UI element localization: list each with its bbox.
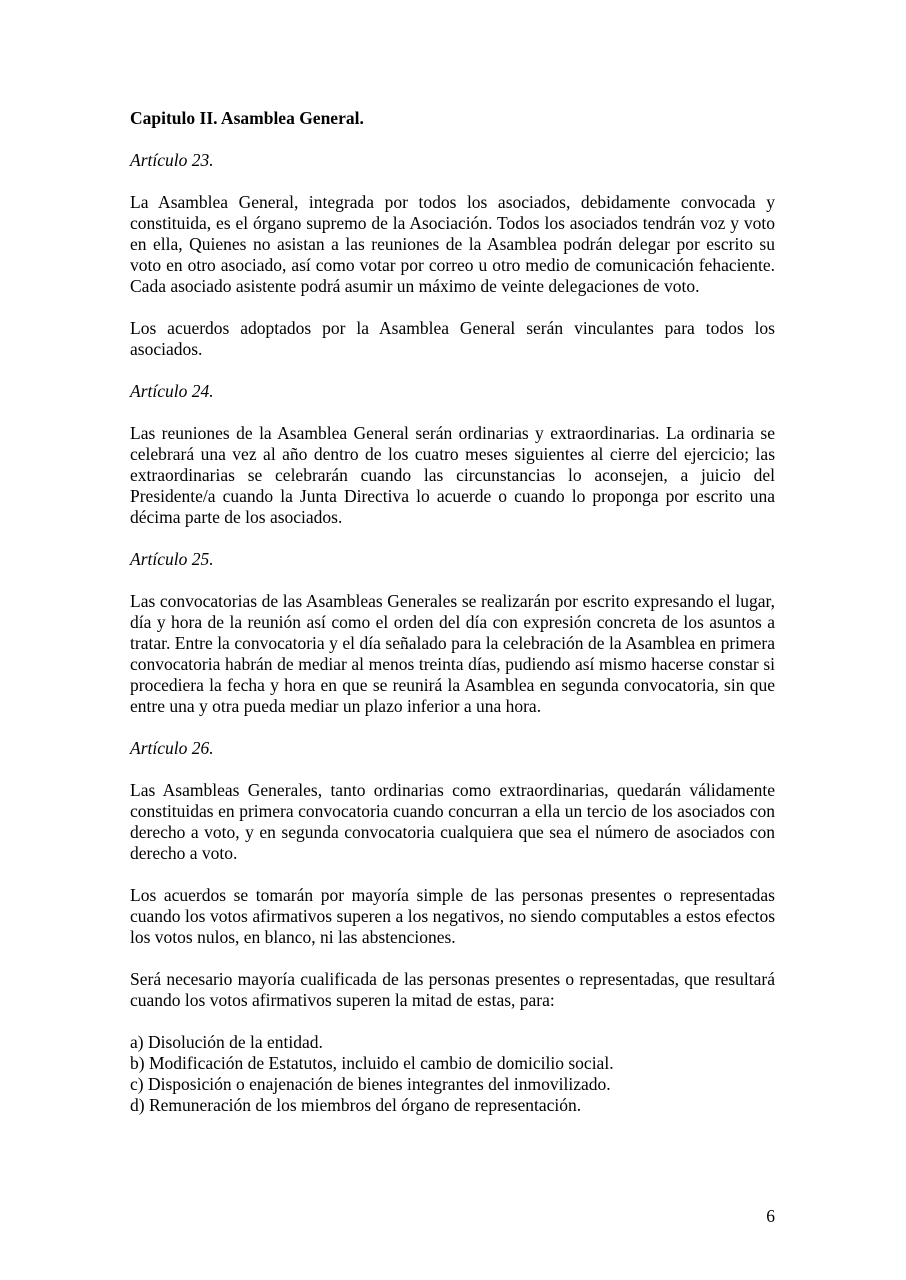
article-heading-24: Artículo 24. <box>130 381 214 401</box>
article-heading-26: Artículo 26. <box>130 738 214 758</box>
article-26-paragraph-3: Será necesario mayoría cualificada de las personas presentes o representadas, que resultará cuando los votos afirmativos superen la mitad de estas, para: <box>130 969 775 1010</box>
list-item: c) Disposición o enajenación de bienes integrantes del inmovilizado. <box>130 1074 611 1094</box>
majority-requirements-list <box>130 1032 775 1116</box>
article-26-paragraph-2: Los acuerdos se tomarán por mayoría simple de las personas presentes o representadas cuando los votos afirmativos superen a los negativos, no siendo computables a estos efectos los votos nulos, en blanco, ni las abstenciones. <box>130 885 775 947</box>
list-item: b) Modificación de Estatutos, incluido el cambio de domicilio social. <box>130 1053 614 1073</box>
article-heading-25: Artículo 25. <box>130 549 214 569</box>
article-26-paragraph-1: Las Asambleas Generales, tanto ordinarias como extraordinarias, quedarán válidamente constituidas en primera convocatoria cuando concurran a ella un tercio de los asociados con derecho a voto, y en segunda convocatoria cualquiera que sea el número de asociados con derecho a voto. <box>130 780 775 863</box>
article-23-paragraph-1: La Asamblea General, integrada por todos los asociados, debidamente convocada y constituida, es el órgano supremo de la Asociación. Todos los asociados tendrán voz y voto en ella, Quienes no asistan a las reuniones de la Asamblea podrán delegar por escrito su voto en otro asociado, así como votar por correo u otro medio de comunicación fehaciente. Cada asociado asistente podrá asumir un máximo de veinte delegaciones de voto. <box>130 192 775 296</box>
list-item: d) Remuneración de los miembros del órgano de representación. <box>130 1095 582 1115</box>
document-page <box>130 108 775 1116</box>
list-item: a) Disolución de la entidad. <box>130 1032 323 1052</box>
article-heading-23: Artículo 23. <box>130 150 214 170</box>
page-number: 6 <box>766 1206 775 1226</box>
article-25-paragraph-1: Las convocatorias de las Asambleas Generales se realizarán por escrito expresando el lugar, día y hora de la reunión así como el orden del día con expresión concreta de los asuntos a tratar. Entre la convocatoria y el día señalado para la celebración de la Asamblea en primera convocatoria habrán de mediar al menos treinta días, pudiendo así mismo hacerse constar si procediera la fecha y hora en que se reunirá la Asamblea en segunda convocatoria, sin que entre una y otra pueda mediar un plazo inferior a una hora. <box>130 591 775 716</box>
chapter-title: Capitulo II. Asamblea General. <box>130 108 364 128</box>
article-24-paragraph-1: Las reuniones de la Asamblea General serán ordinarias y extraordinarias. La ordinaria se celebrará una vez al año dentro de los cuatro meses siguientes al cierre del ejercicio; las extraordinarias se celebrarán cuando las circunstancias lo aconsejen, a juicio del Presidente/a cuando la Junta Directiva lo acuerde o cuando lo proponga por escrito una décima parte de los asociados. <box>130 423 775 527</box>
article-23-paragraph-2: Los acuerdos adoptados por la Asamblea General serán vinculantes para todos los asociados. <box>130 318 775 359</box>
